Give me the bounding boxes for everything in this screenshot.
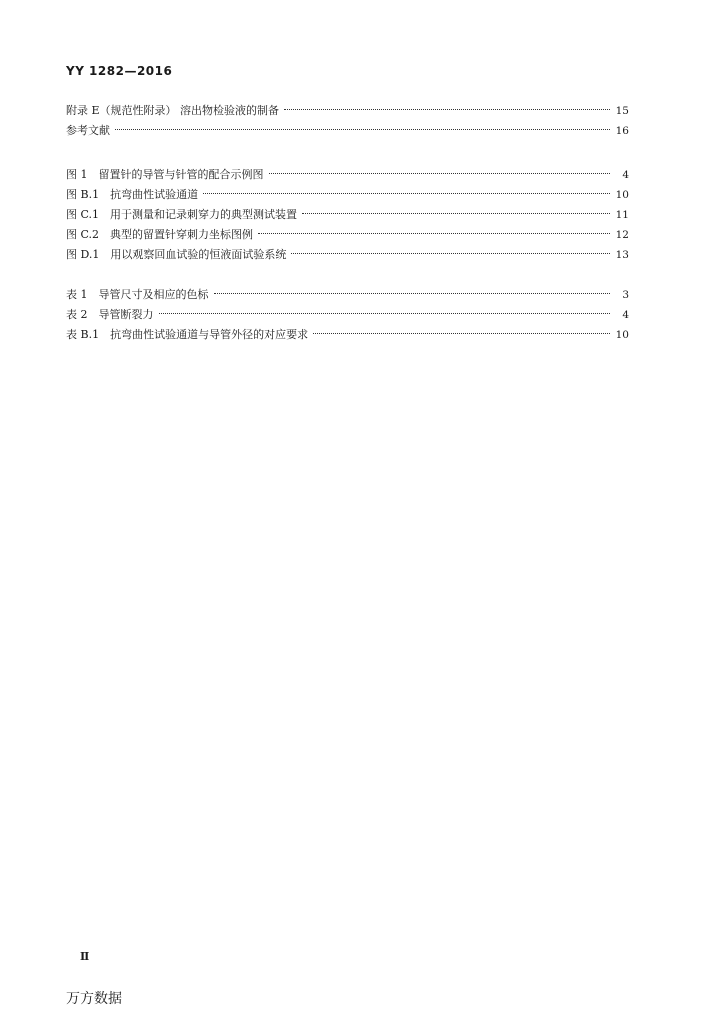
dot-leader	[291, 253, 610, 254]
toc-entry[interactable]	[66, 225, 629, 245]
toc-entry[interactable]	[66, 121, 629, 141]
toc-entry[interactable]	[66, 205, 629, 225]
dot-leader	[313, 333, 610, 334]
page-number: Ⅱ	[80, 950, 90, 963]
dot-leader	[269, 173, 611, 174]
toc-entry-page: 13	[615, 249, 629, 261]
toc-entry-page: 4	[622, 309, 629, 321]
dot-leader	[203, 193, 610, 194]
toc-entry-label: 图 D.1 用以观察回血试验的恒液面试验系统	[66, 248, 287, 261]
toc-entry-label: 表 2 导管断裂力	[66, 308, 154, 321]
toc-entry[interactable]	[66, 165, 629, 185]
dot-leader	[284, 109, 610, 110]
toc-entry-page: 4	[622, 169, 629, 181]
toc-entry-label: 附录 E（规范性附录） 溶出物检验液的制备	[66, 104, 280, 117]
toc-entry-page: 10	[615, 329, 629, 341]
toc-entry-label: 表 B.1 抗弯曲性试验通道与导管外径的对应要求	[66, 328, 309, 341]
toc-entry-page: 15	[615, 105, 629, 117]
toc-entry-page: 3	[622, 289, 629, 301]
watermark-text: 万方数据	[66, 991, 122, 1007]
dot-leader	[214, 293, 611, 294]
toc-entry-label: 图 1 留置针的导管与针管的配合示例图	[66, 168, 264, 181]
toc-entry[interactable]	[66, 305, 629, 325]
toc-entry[interactable]	[66, 245, 629, 265]
toc-tables-list	[66, 285, 629, 345]
toc-entry[interactable]	[66, 325, 629, 345]
toc-entry-label: 参考文献	[66, 124, 110, 137]
toc-entry-label: 图 C.2 典型的留置针穿刺力坐标图例	[66, 228, 254, 241]
toc-entry-label: 表 1 导管尺寸及相应的色标	[66, 288, 209, 301]
toc-entry-label: 图 C.1 用于测量和记录刺穿力的典型测试装置	[66, 208, 298, 221]
dot-leader	[115, 129, 610, 130]
toc-entry-label: 图 B.1 抗弯曲性试验通道	[66, 188, 199, 201]
toc-entry-page: 11	[615, 209, 629, 221]
toc-appendix-list	[66, 101, 629, 141]
toc-figures-list	[66, 165, 629, 265]
toc-entry[interactable]	[66, 285, 629, 305]
dot-leader	[258, 233, 610, 234]
toc-entry-page: 10	[615, 189, 629, 201]
dot-leader	[159, 313, 611, 314]
toc-entry-page: 12	[615, 229, 629, 241]
document-id: YY 1282—2016	[66, 64, 173, 78]
dot-leader	[302, 213, 610, 214]
toc-entry[interactable]	[66, 185, 629, 205]
toc-entry-page: 16	[615, 125, 629, 137]
toc-entry[interactable]	[66, 101, 629, 121]
